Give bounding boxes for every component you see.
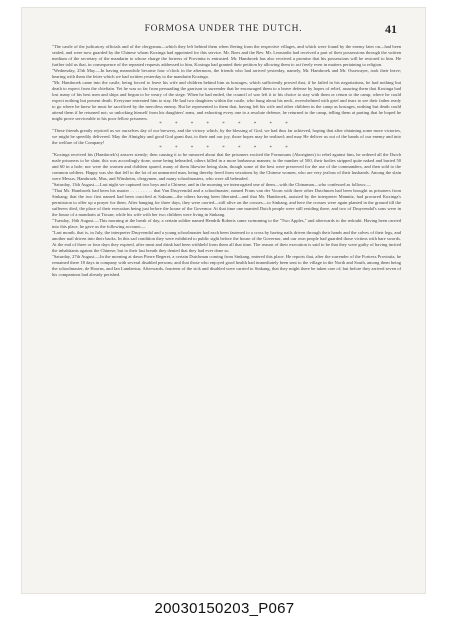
body-text [52, 44, 401, 587]
section-separator: * * * * * * * * * [159, 146, 294, 151]
scanned-page [22, 8, 425, 593]
page-header [22, 24, 425, 38]
section-separator: * * * * * * * * * [159, 122, 294, 127]
paragraph: "Koxinga received his (Hambroek's) answer sternly; then causing it to be rumored about that the prisoners excited the Formosans (Aborigines) to rebel against him, he ordered all the Dutch male prisoners to be slain; this was accordingly done, some being beheaded, others killed in a more barbarous manner, to the number of 500, their bodies stripped quite naked and buried 50 and 60 in a hole; nor were the women and children spared, many of them likewise being slain, though some of the best were preserved for the use of the commanders, and then sold to the common soldiers. Happy was she that fell to the lot of an unmarried man, being thereby freed from vexations by the Chinese women, who are very jealous of their husbands. Among the slain were Messrs. Hambroek, Mus, and Winsheim, clergymen, and many schoolmasters, who were all beheaded. [52, 152, 401, 181]
page-number: 41 [385, 22, 397, 36]
running-title: FORMOSA UNDER THE DUTCH. [144, 24, 303, 34]
paragraph: "Mr. Hambroek came into the castle, being forced to leave his wife and children behind him as hostages, which sufficiently proved that, if he failed in his negotiations, he had nothing but death to expect from the chieftain. Yet he was so far from persuading the garrison to surrender that he encouraged them to a brave defense by hopes of relief, assuring them that Koxinga had lost many of his best men and ships and begun to be weary of the siege. When he had ended, the council of war left it to his choice to stay with them or return to the camp, where he could expect nothing but present death. Everyone entreated him to stay. He had two daughters within the castle, who hung about his neck, overwhelmed with grief and tears to see their father ready to go where he knew he must be sacrificed by the merciless enemy. But he represented to them that, having left his wife and other children in the camp as hostages, nothing but death could attend them if he returned not; so unlocking himself from his daughters' arms, and exhorting every one to a resolute defense, he returned to the camp, telling them at parting that he hoped he might prove serviceable to his poor fellow prisoners. [52, 80, 401, 121]
paragraph: "The castle of the judicatory officials and of the clergyman—which they left behind them when fleeing from the respective villages, and which were found by the enemy later on—had been sealed, and were now guarded by the Chinese whom Koxinga had appointed for this service. Mr. Boes and the Rev. Mr. Leonardis had received a part of their possessions through the written medium of the secretary of the mandarin to whose charge the fortress of Provintia is entrusted. Mr. Hambroek has also received a promise that his possessions will be restored to him. He further told us that, in consequence of the repeated requests addressed to him, Koxinga had granted their petition by allowing them to act freely even in matters pertaining to religion. [52, 44, 401, 67]
archive-id-caption: 20030150203_P067 [154, 600, 295, 617]
paragraph: "Wednesday, 25th May.—In having meanwhile become four o'clock in the afternoon, the friends who had arrived yesterday, namely, Mr. Hambroek and Mr. Ossewayer, took their leave; bearing with them the letter which we had written yesterday to the mandarin Koxinga. [52, 68, 401, 79]
paragraph: "Tuesday, 16th August.—This morning at the break of day, a certain soldier named Hendrik Roberts came swimming to the "Two Apples," and afterwards to the redoubt. Having been carried into this place, he gave us the following account:— [52, 218, 401, 229]
paragraph: "That Mr. Hambroek had been his master . . . . . . . . . that Van Druyvendal and a schoolmaster, named Frans van der Voorn with three other Dutchmen had been brought as prisoners from Sinkang; that the two first named had been crucified at Saksam—the others having been liberated—and that Mr. Hambroek, assisted by the interpreter Mannitz, had procured Koxinga's permission to offer up a prayer for them. After hanging for three days, they were carried—still alive on the crosses—to Sinkang, and here the crosses were again planted in the ground till the sufferers died, the place of their execution being just before the house of the Governor. At that time one married Dutch people were still residing there, and two of Druyvendal's sons were in the house of a mandarin at Tiosan; while his wife with her two children were living in Sinkang. [52, 188, 401, 217]
paragraph: "Last month, that is, in July, the interpreter Druyvendal and a young schoolmaster had each been fastened to a cross by having nails driven through their hands and the calves of their legs, and another nail driven into their backs. In this sad condition they were exhibited to public sight before the house of the Governor, and our own people had guarded those victims with bare swords. At the end of three or four days they expired, after meat and drink had been withheld from them all that time. The reason of their execution is said to be that they were guilty of having incited the inhabitants against the Chinese; but to their last breath they denied that they had ever done so. [52, 230, 401, 253]
paragraph: "These friends greatly rejoiced us we ourselves day of our brewery, and the victory which, by the blessing of God, we had thus far achieved, hoping that after obtaining some more victories, we might be speedily delivered. May the Almighty and good God grant that, to their and our joy, those hopes may be realised; and may He deliver us out of the hands of our enemy and into the welfare of the Company! [52, 128, 401, 145]
paragraph: "Saturday, 13th August.—Last night we captured two boys and a Chinese, and in the morning we interrogated one of them—with the Chinaman—who confessed as follows:— [52, 182, 371, 187]
paragraph: "Saturday, 27th August.—In the morning at dawn Pierre Begeret, a certain Dutchman coming from Sinkang, entered this place. He reports that, after the surrender of the Fortress Provintia, he remained there 18 days in company with several disabled persons; and that those who enjoyed good health had immediately been sent to the village in the North and South, among them being the schoolmaster, de Hoorns, and Ian Lambertus. Afterwards, fourteen of the sick and disabled were carried to Sinkang, that they might there be taken care of; but before they arrived seven of his companions had already perished. [52, 254, 401, 277]
